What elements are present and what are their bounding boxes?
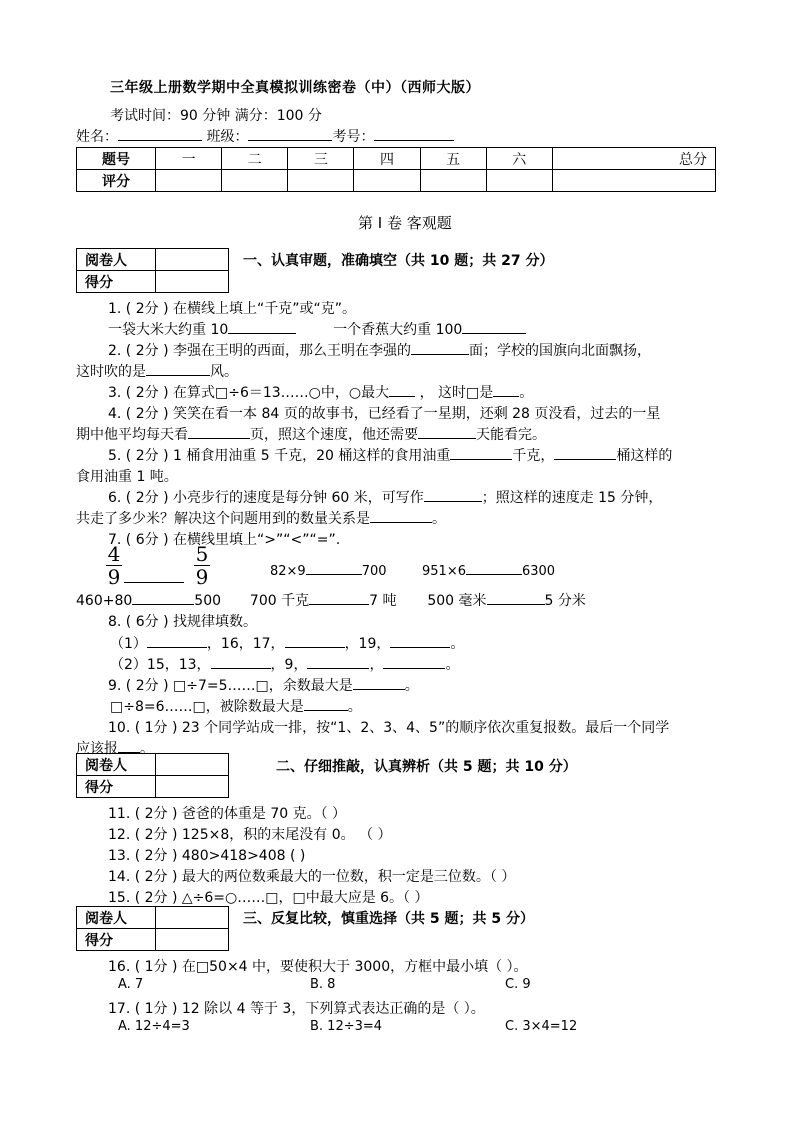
q6-text-c: 共走了多少米？解决这个问题用到的数量关系是 — [76, 511, 370, 527]
compare-left: 700 千克 — [249, 593, 310, 609]
question-11: 11. ( 2分 ) 爸爸的体重是 70 克。（ ） — [108, 806, 347, 822]
q8-2-text-a: （2）15，13， — [110, 657, 211, 673]
class-blank[interactable] — [248, 126, 332, 141]
q8-part-1 — [110, 633, 464, 653]
q4-text-b: 期中他平均每天看 — [76, 427, 188, 443]
q6-text-a: 6. ( 2分 ) 小亮步行的速度是每分钟 60 米，可写作 — [108, 490, 424, 506]
answer-blank[interactable] — [554, 445, 616, 460]
q17-option-c[interactable]: C. 3×4=12 — [505, 1019, 578, 1034]
compare-right: 500 — [194, 593, 222, 609]
reviewer-cell[interactable] — [156, 907, 229, 929]
q2-text-d: 风。 — [210, 364, 238, 380]
exam-info: 考试时间：90 分钟 满分：100 分 — [110, 108, 322, 124]
score-cell[interactable] — [222, 170, 288, 192]
fraction-denominator: 9 — [195, 565, 209, 589]
question-4: 4. ( 2分 ) 笑笑在看一本 84 页的故事书，已经看了一星期，还剩 28 页没看，过去的一星 — [108, 406, 661, 422]
answer-blank[interactable] — [211, 654, 271, 669]
score-label: 得分 — [77, 776, 156, 798]
q8-1-text-c: ，19， — [344, 636, 391, 652]
q5-text-c: 桶这样的 — [616, 448, 673, 464]
answer-blank[interactable] — [418, 424, 476, 439]
score-row-label: 评分 — [77, 170, 156, 192]
fraction-4-9 — [106, 544, 122, 587]
score-col-3: 三 — [288, 148, 354, 170]
compare-blank-row — [124, 568, 184, 587]
reviewer-cell[interactable] — [156, 754, 229, 776]
q5-text-a: 5. ( 2分 ) 1 桶食用油重 5 千克，20 桶这样的食用油重 — [108, 448, 451, 464]
q7-compare-2 — [270, 560, 387, 579]
grader-box-1 — [76, 248, 229, 293]
score-col-4: 四 — [354, 148, 420, 170]
question-1: 1. ( 2分 ) 在横线上填上“千克”或“克”。 — [108, 301, 357, 317]
section-3-title: 三、反复比较，慎重选择（共 5 题；共 5 分） — [243, 911, 534, 927]
student-info-line — [76, 126, 454, 146]
fraction-denominator: 9 — [107, 565, 121, 589]
reviewer-label: 阅卷人 — [77, 249, 156, 271]
score-col-1: 一 — [156, 148, 222, 170]
question-5-cont: 食用油重 1 吨。 — [76, 469, 178, 485]
class-label: 班级： — [206, 129, 249, 145]
answer-blank[interactable] — [124, 568, 184, 583]
score-col-6: 六 — [486, 148, 552, 170]
compare-right: 700 — [361, 564, 387, 579]
volume-title: 第 I 卷 客观题 — [358, 214, 452, 232]
answer-blank[interactable] — [304, 696, 348, 711]
section-2-title: 二、仔细推敲，认真辨析（共 5 题；共 10 分） — [276, 759, 577, 775]
answer-blank[interactable] — [228, 319, 296, 334]
q8-part-2 — [110, 654, 459, 674]
exam-title: 三年级上册数学期中全真模拟训练密卷（中）（西师大版） — [110, 80, 480, 96]
q8-1-text-d: 。 — [450, 636, 465, 652]
question-3 — [108, 382, 533, 402]
answer-blank[interactable] — [353, 675, 405, 690]
name-label: 姓名： — [76, 129, 118, 145]
answer-blank[interactable] — [411, 340, 469, 355]
question-9-cont — [110, 696, 362, 716]
answer-blank[interactable] — [146, 361, 210, 376]
answer-blank[interactable] — [188, 424, 250, 439]
q4-text-d: 天能看完。 — [476, 427, 546, 443]
answer-blank[interactable] — [424, 487, 482, 502]
compare-left: 460+80 — [76, 593, 133, 609]
question-10: 10. ( 1分 ) 23 个同学站成一排，按“1、2、3、4、5”的顺序依次重复报数。最后一个同学 — [108, 720, 670, 736]
score-cell[interactable] — [156, 271, 229, 293]
question-6 — [108, 487, 662, 507]
q9-text-a: 9. ( 2分 ) □÷7=5……□，余数最大是 — [108, 678, 353, 694]
q6-text-d: 。 — [432, 511, 446, 527]
fraction-numerator: 5 — [195, 542, 209, 566]
q9-text-c: □÷8=6……□，被除数最大是 — [110, 699, 304, 715]
compare-left: 951×6 — [422, 564, 466, 579]
q16-option-a[interactable]: A. 7 — [118, 977, 144, 992]
answer-blank[interactable] — [307, 654, 369, 669]
score-table-score-row — [77, 170, 716, 192]
answer-blank[interactable] — [132, 590, 194, 605]
score-cell[interactable] — [156, 929, 229, 951]
q3-text-c: 。 — [519, 385, 534, 401]
compare-right: 7 吨 — [369, 593, 397, 609]
q4-text-c: 页，照这个速度，他还需要 — [250, 427, 418, 443]
question-5 — [108, 445, 672, 465]
q16-option-c[interactable]: C. 9 — [505, 977, 531, 992]
q9-text-b: 。 — [404, 678, 419, 694]
q10-text-c: 。 — [140, 741, 154, 757]
q6-text-b: ；照这样的速度走 15 分钟， — [481, 490, 663, 506]
score-cell[interactable] — [156, 776, 229, 798]
q2-text-c: 这时吹的是 — [76, 364, 146, 380]
answer-blank[interactable] — [306, 560, 362, 575]
question-9 — [108, 675, 419, 695]
compare-left: 500 毫米 — [427, 593, 487, 609]
q5-text-b: 千克， — [512, 448, 555, 464]
answer-blank[interactable] — [493, 382, 519, 397]
question-12: 12. ( 2分 ) 125×8，积的末尾没有 0。 （ ） — [108, 827, 392, 843]
fraction-5-9 — [194, 544, 210, 587]
question-15: 15. ( 2分 ) △÷6=○……□，□中最大应是 6。（ ） — [108, 890, 429, 906]
question-1-items — [108, 319, 526, 339]
q16-option-b[interactable]: B. 8 — [310, 977, 336, 992]
score-label: 得分 — [77, 271, 156, 293]
compare-left: 82×9 — [270, 564, 306, 579]
q2-text-a: 2. ( 2分 ) 李强在王明的西面，那么王明在李强的 — [108, 343, 411, 359]
score-table — [76, 147, 716, 192]
q1-item-b: 一个香蕉大约重 100 — [333, 322, 463, 338]
answer-blank[interactable] — [147, 633, 207, 648]
score-cell[interactable] — [552, 170, 715, 192]
q2-text-b: 面；学校的国旗向北面飘扬， — [469, 343, 651, 359]
question-16: 16. ( 1分 ) 在□50×4 中，要使积大于 3000，方框中最小填（ ）。 — [108, 959, 528, 975]
q3-text-b: ， 这时□是 — [419, 385, 494, 401]
number-label: 考号： — [332, 129, 375, 145]
score-cell[interactable] — [288, 170, 354, 192]
reviewer-label: 阅卷人 — [77, 907, 156, 929]
q8-2-text-b: ，9， — [270, 657, 308, 673]
question-14: 14. ( 2分 ) 最大的两位数乘最大的一位数，积一定是三位数。（ ） — [108, 869, 516, 885]
grader-box-2 — [76, 753, 229, 798]
question-17: 17. ( 1分 ) 12 除以 4 等于 3，下列算式表达正确的是（ ）。 — [108, 1001, 485, 1017]
score-cell[interactable] — [156, 170, 222, 192]
q7-compare-3 — [422, 560, 555, 579]
answer-blank[interactable] — [383, 654, 445, 669]
answer-blank[interactable] — [390, 633, 450, 648]
section-1-title: 一、认真审题，准确填空（共 10 题；共 27 分） — [243, 253, 554, 269]
question-2 — [108, 340, 651, 360]
answer-blank[interactable] — [370, 508, 432, 523]
answer-blank[interactable] — [450, 445, 512, 460]
reviewer-label: 阅卷人 — [77, 754, 156, 776]
score-label: 得分 — [77, 929, 156, 951]
question-13: 13. ( 2分 ) 480>418>408 ( ) — [108, 848, 306, 864]
score-table-header-row — [77, 148, 716, 170]
score-cell[interactable] — [420, 170, 486, 192]
q8-1-text-a: （1） — [110, 636, 147, 652]
q17-option-b[interactable]: B. 12÷3=4 — [310, 1019, 383, 1034]
number-blank[interactable] — [374, 126, 454, 141]
answer-blank[interactable] — [118, 738, 140, 753]
answer-blank[interactable] — [487, 590, 545, 605]
q1-item-a: 一袋大米大约重 10 — [108, 322, 229, 338]
reviewer-cell[interactable] — [156, 249, 229, 271]
question-7: 7. ( 6分 ) 在横线里填上“>”“<”“=”. — [108, 532, 341, 548]
score-cell[interactable] — [354, 170, 420, 192]
score-cell[interactable] — [486, 170, 552, 192]
q8-1-text-b: ，16，17， — [206, 636, 285, 652]
grader-box-3 — [76, 906, 229, 951]
question-8: 8. ( 6分 ) 找规律填数。 — [108, 614, 257, 630]
q3-text-a: 3. ( 2分 ) 在算式□÷6＝13……○中，○最大 — [108, 385, 390, 401]
compare-right: 5 分米 — [544, 593, 586, 609]
q17-option-a[interactable]: A. 12÷4=3 — [118, 1019, 190, 1034]
score-col-5: 五 — [420, 148, 486, 170]
compare-right: 6300 — [521, 564, 556, 579]
question-6-cont — [76, 508, 446, 528]
answer-blank[interactable] — [389, 382, 415, 397]
q10-text-b: 应该报 — [76, 741, 118, 757]
q8-2-text-c: ， — [369, 657, 384, 673]
name-blank[interactable] — [118, 126, 202, 141]
score-table-row-label: 题号 — [77, 148, 156, 170]
answer-blank[interactable] — [462, 319, 526, 334]
q8-2-text-d: 。 — [445, 657, 460, 673]
answer-blank[interactable] — [309, 590, 369, 605]
answer-blank[interactable] — [285, 633, 345, 648]
score-col-total: 总分 — [552, 148, 715, 170]
question-4-cont — [76, 424, 546, 444]
score-col-2: 二 — [222, 148, 288, 170]
answer-blank[interactable] — [466, 560, 522, 575]
q9-text-d: 。 — [347, 699, 362, 715]
fraction-numerator: 4 — [107, 542, 121, 566]
q7-compare-row-2 — [76, 590, 586, 610]
question-2-cont — [76, 361, 238, 381]
